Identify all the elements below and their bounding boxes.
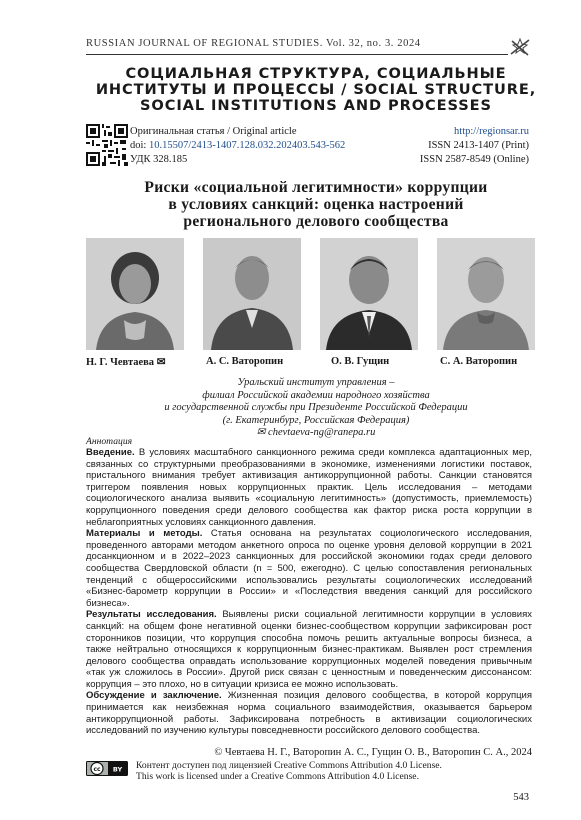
article-title-line: Риски «социальной легитимности» коррупции: [144, 179, 488, 196]
affiliation-line: филиал Российской академии народного хозяйства: [202, 389, 430, 401]
mail-icon: ✉: [156, 357, 166, 368]
annotation-label: Аннотация: [86, 436, 133, 447]
header-rule: [86, 54, 508, 55]
abstract-heading: Материалы и методы.: [86, 528, 203, 540]
journal-url-link[interactable]: http://regionsar.ru: [454, 126, 529, 137]
article-title-line: в условиях санкций: оценка настроений: [168, 196, 464, 213]
author-name: А. С. Ваторопин: [206, 356, 284, 367]
abstract-paragraph: [86, 528, 532, 609]
author-photo: [86, 238, 184, 350]
abstract-text: В условиях масштабного санкционного режима среди комплекса адаптационных мер, связанных со структурными преобразованиями в экономике, изменениями логистики поставок, пристального внимания требует активизация антикоррупционной работы. Санкции становятся триггером появления новых коррупционных практик. Цель исследования – методами социологического анализа выявить «социальную легитимность» (допустимость, приемлемость) коррупционного поведения среди делового сообщества как фактор риска роста коррупции в неблагоприятных условиях санкционного давления.: [86, 447, 532, 528]
abstract-paragraph: [86, 690, 532, 736]
abstract-text: Жизненная позиция делового сообщества, в которой коррупция принимается как неизбежная норма социального взаимодействия, оказывается барьером антикоррупционной работы. Зафиксирована потребность в активизации социологических исследований по изучению культуры повседневности российского делового сообщества.: [86, 690, 532, 737]
author-photo: [203, 238, 301, 350]
doi-line: [130, 139, 345, 153]
author-name: О. В. Гущин: [331, 356, 390, 367]
issn-print: ISSN 2413-1407 (Print): [428, 140, 529, 151]
qr-code-icon: [86, 124, 128, 166]
license-text: [136, 760, 442, 782]
cc-badge-left-text: cc: [93, 766, 101, 773]
article-title-line: регионального делового сообщества: [183, 213, 449, 230]
abstract-text: Статья основана на результатах социологического исследования, проведенного авторами методом анкетного опроса по оценке уровня деловой коррупции в 2021 досанкционном и в 2022–2023 санкционных для российской экономики годах среди делового сообщества Свердловской области (n = 500, ежегодно). С целью сопоставления региональных тенденций с общероссийскими использовались результаты социологических исследований «Бизнес-барометр коррупции в России» и «Последствия введения санкций для российского бизнеса».: [86, 528, 532, 609]
article-type: Оригинальная статья / Original article: [130, 126, 297, 137]
abstract-heading: Результаты исследования.: [86, 609, 217, 621]
journal-logo-icon: [508, 36, 532, 60]
section-title-line: ИНСТИТУТЫ И ПРОЦЕССЫ / SOCIAL STRUCTURE,: [95, 81, 537, 98]
author-photo: [437, 238, 535, 350]
affiliation-line: и государственной службы при Президенте Российской Федерации: [164, 402, 468, 413]
affiliation-email: [86, 427, 546, 440]
issn-online: ISSN 2587-8549 (Online): [419, 154, 529, 165]
doi-label: doi:: [130, 140, 147, 151]
abstract: [86, 447, 532, 737]
email-link[interactable]: chevtaeva-ng@ranepa.ru: [268, 427, 376, 438]
author-name: [86, 356, 166, 368]
section-title: [86, 66, 546, 114]
cc-by-license-icon[interactable]: [86, 761, 128, 776]
affiliation: [86, 377, 546, 440]
abstract-heading: Введение.: [86, 447, 135, 458]
mail-icon: ✉: [256, 427, 266, 438]
author-photo: [320, 238, 418, 350]
license-en: This work is licensed under a Creative Commons Attribution 4.0 License.: [136, 771, 419, 782]
affiliation-line: Уральский институт управления –: [237, 377, 395, 388]
author-name: С. А. Ваторопин: [440, 356, 518, 367]
abstract-heading: Обсуждение и заключение.: [86, 690, 222, 702]
license-ru: Контент доступен под лицензией Creative Commons Attribution 4.0 License.: [136, 760, 442, 771]
abstract-text: Выявлены риски социальной легитимности коррупции в условиях санкций: на общем фоне негативной оценки бизнес-сообществом коррупции зафиксирован рост сторонников позиции, что коррупция способна помочь решить актуальные вопросы бизнеса, а также нейтрально относящихся к коррупционным бизнес-практикам. Выявлен рост стремления делового сообщества оправдать использование коррупционных моделей поведения привычным «так уж сложилось в России». Другой риск связан с ценностным и поведенческим диссонансом: коррупция – это плохо, но в ситуации кризиса ее можно использовать.: [86, 609, 532, 690]
copyright: © Чевтаева Н. Г., Ваторопин А. С., Гущин О. В., Ваторопин С. А., 2024: [214, 747, 532, 758]
author-name-text: Н. Г. Чевтаева: [86, 357, 155, 368]
udk: УДК 328.185: [130, 154, 188, 165]
page-number: 543: [513, 792, 529, 803]
article-title: [86, 179, 546, 230]
doi-link[interactable]: 10.15507/2413-1407.128.032.202403.543-562: [148, 140, 346, 151]
abstract-paragraph: [86, 609, 532, 690]
abstract-paragraph: [86, 447, 532, 528]
affiliation-line: (г. Екатеринбург, Российская Федерация): [222, 414, 410, 426]
journal-header: RUSSIAN JOURNAL OF REGIONAL STUDIES. Vol. 32, no. 3. 2024: [86, 38, 421, 49]
section-title-line: SOCIAL INSTITUTIONS AND PROCESSES: [140, 97, 492, 114]
section-title-line: СОЦИАЛЬНАЯ СТРУКТУРА, СОЦИАЛЬНЫЕ: [125, 65, 507, 82]
cc-badge-right-text: BY: [112, 765, 123, 774]
